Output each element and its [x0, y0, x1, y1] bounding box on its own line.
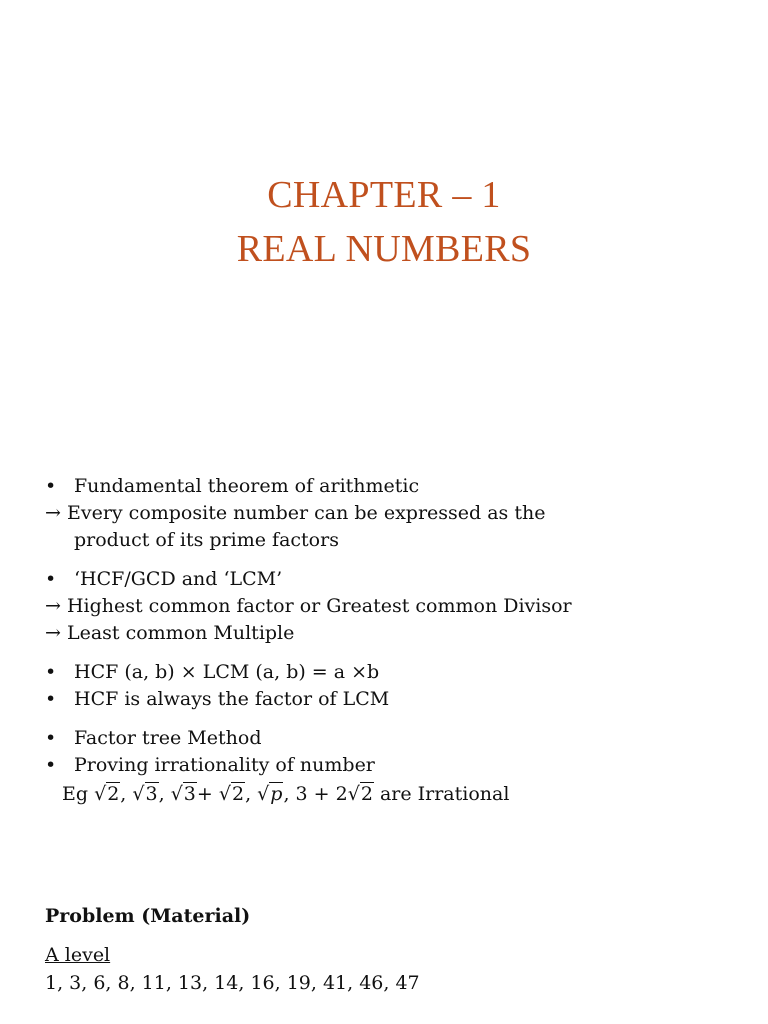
bullet-item: [45, 686, 745, 713]
bullet-item: [45, 566, 745, 593]
arrow-marker: → Every composite number can be expressed as the: [45, 502, 546, 524]
arrow-marker: → Highest common factor or Greatest common Divisor: [45, 595, 572, 617]
example-text: Eg √2, √3, √3+ √2, √p, 3 + 2√2 are Irrational: [62, 783, 510, 805]
bullet-marker: •: [45, 688, 57, 710]
notes-content: [45, 473, 745, 806]
arrow-text: Least common Multiple: [66, 622, 295, 644]
bullet-text: HCF is always the factor of LCM: [74, 688, 390, 710]
bullet-text: Proving irrationality of number: [74, 754, 375, 776]
bullet-marker: •: [45, 475, 57, 497]
arrow-item: [45, 593, 745, 620]
bullet-item: [45, 659, 745, 686]
bullet-item: [45, 752, 745, 779]
bullet-text: Fundamental theorem of arithmetic: [74, 475, 420, 497]
radicand: 2: [107, 783, 120, 805]
example-line: [45, 779, 745, 806]
continuation-line: [45, 527, 745, 554]
bullet-marker: •: [45, 727, 57, 749]
radicand: 2: [360, 783, 373, 805]
radicand: 3: [183, 783, 196, 805]
sqrt-symbol: √: [218, 783, 231, 805]
chapter-name: REAL NUMBERS: [236, 228, 532, 270]
radicand: p: [270, 783, 283, 805]
sqrt-symbol: √: [347, 783, 360, 805]
bullet-item: [45, 725, 745, 752]
sqrt-symbol: √: [94, 783, 107, 805]
chapter-number: CHAPTER – 1: [267, 174, 501, 216]
radicand: 3: [145, 783, 158, 805]
bullet-text: HCF (a, b) × LCM (a, b) = a ×b: [74, 661, 380, 683]
arrow-item: [45, 500, 745, 527]
sqrt-symbol: √: [132, 783, 145, 805]
bullet-marker: •: [45, 661, 57, 683]
bullet-marker: •: [45, 568, 57, 590]
sqrt-symbol: √: [170, 783, 183, 805]
example-prefix: Eg: [62, 783, 89, 805]
problem-heading: Problem (Material): [45, 905, 251, 927]
level-label: A level: [45, 944, 111, 966]
bullet-text: ‘HCF/GCD and ‘LCM’: [74, 568, 283, 590]
bullet-marker: •: [45, 754, 57, 776]
arrow-marker: → Least common Multiple: [45, 622, 295, 644]
sqrt-symbol: √: [257, 783, 270, 805]
chapter-title: [0, 168, 768, 276]
bullet-item: [45, 473, 745, 500]
problem-numbers: 1, 3, 6, 8, 11, 13, 14, 16, 19, 41, 46, 47: [45, 972, 420, 994]
example-suffix: are Irrational: [373, 783, 510, 805]
arrow-item: [45, 620, 745, 647]
arrow-text: Highest common factor or Greatest common Divisor: [66, 595, 572, 617]
arrow-text: Every composite number can be expressed as the: [66, 502, 546, 524]
continuation-text: product of its prime factors: [74, 529, 339, 551]
radicand: 2: [231, 783, 245, 805]
bullet-text: Factor tree Method: [74, 727, 262, 749]
